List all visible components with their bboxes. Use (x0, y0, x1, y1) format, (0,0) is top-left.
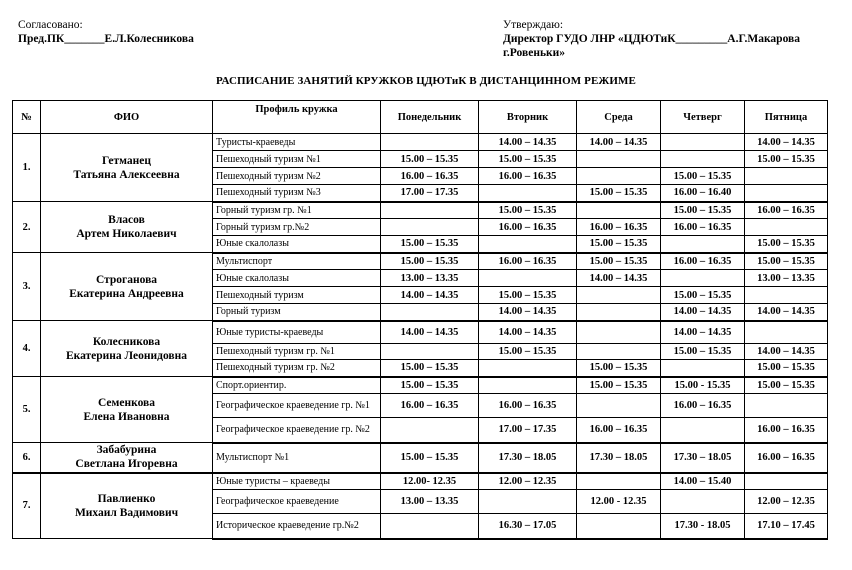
club-profile: Горный туризм гр. №1 (213, 202, 381, 219)
time-slot-fri: 16.00 – 16.35 (745, 202, 828, 219)
teacher-number: 4. (13, 321, 41, 377)
club-profile: Географическое краеведение (213, 490, 381, 514)
time-slot-mon: 15.00 – 15.35 (381, 236, 479, 253)
time-slot-fri: 16.00 – 16.35 (745, 418, 828, 443)
club-profile: Пешеходный туризм №2 (213, 168, 381, 185)
teacher-name (41, 202, 213, 253)
time-slot-thu: 14.00 – 15.40 (661, 473, 745, 490)
col-monday: Понедельник (381, 101, 479, 134)
time-slot-wed: 15.00 – 15.35 (577, 185, 661, 202)
confirm-organization: г.Ровеньки» (503, 47, 566, 59)
time-slot-tue: 14.00 – 14.35 (479, 304, 577, 321)
teacher-surname: Павлиенко (97, 492, 156, 505)
table-row (13, 321, 828, 344)
time-slot-fri: 15.00 – 15.35 (745, 151, 828, 168)
club-profile: Юные скалолазы (213, 270, 381, 287)
time-slot-fri: 17.10 – 17.45 (745, 514, 828, 539)
time-slot-mon: 16.00 – 16.35 (381, 168, 479, 185)
time-slot-tue: 14.00 – 14.35 (479, 134, 577, 151)
table-row (13, 202, 828, 219)
time-slot-thu: 16.00 – 16.35 (661, 394, 745, 418)
time-slot-mon (381, 514, 479, 539)
time-slot-mon: 15.00 – 15.35 (381, 360, 479, 377)
time-slot-wed (577, 151, 661, 168)
time-slot-mon: 12.00- 12.35 (381, 473, 479, 490)
time-slot-tue: 17.30 – 18.05 (479, 443, 577, 473)
teacher-name (41, 443, 213, 473)
time-slot-mon: 15.00 – 15.35 (381, 377, 479, 394)
club-profile: Пешеходный туризм №3 (213, 185, 381, 202)
table-row (13, 473, 828, 490)
time-slot-fri: 15.00 – 15.35 (745, 360, 828, 377)
time-slot-tue: 15.00 – 15.35 (479, 287, 577, 304)
club-profile: Горный туризм гр.№2 (213, 219, 381, 236)
page-title: РАСПИСАНИЕ ЗАНЯТИЙ КРУЖКОВ ЦДЮТиК В ДИСТАНЦИННОМ РЕЖИМЕ (216, 75, 636, 87)
time-slot-mon: 16.00 – 16.35 (381, 394, 479, 418)
col-fio: ФИО (41, 101, 213, 134)
time-slot-wed (577, 514, 661, 539)
time-slot-wed: 15.00 – 15.35 (577, 236, 661, 253)
time-slot-tue: 16.00 – 16.35 (479, 394, 577, 418)
time-slot-fri: 14.00 – 14.35 (745, 344, 828, 360)
time-slot-fri: 12.00 – 12.35 (745, 490, 828, 514)
time-slot-fri (745, 168, 828, 185)
time-slot-tue: 16.30 – 17.05 (479, 514, 577, 539)
time-slot-fri (745, 473, 828, 490)
time-slot-wed (577, 473, 661, 490)
time-slot-wed: 15.00 – 15.35 (577, 360, 661, 377)
col-num: № (13, 101, 41, 134)
teacher-number: 1. (13, 134, 41, 202)
time-slot-thu: 17.30 – 18.05 (661, 443, 745, 473)
table-row (13, 253, 828, 270)
col-wednesday: Среда (577, 101, 661, 134)
time-slot-thu (661, 151, 745, 168)
table-row (13, 443, 828, 473)
time-slot-wed: 17.30 – 18.05 (577, 443, 661, 473)
time-slot-mon (381, 344, 479, 360)
teacher-number: 5. (13, 377, 41, 443)
club-profile: Туристы-краеведы (213, 134, 381, 151)
time-slot-mon: 15.00 – 15.35 (381, 151, 479, 168)
time-slot-tue: 15.00 – 15.35 (479, 202, 577, 219)
time-slot-tue: 15.00 – 15.35 (479, 344, 577, 360)
teacher-number: 3. (13, 253, 41, 321)
time-slot-mon (381, 219, 479, 236)
time-slot-wed: 16.00 – 16.35 (577, 219, 661, 236)
teacher-given-names: Елена Ивановна (83, 410, 170, 423)
club-profile: Горный туризм (213, 304, 381, 321)
time-slot-mon: 17.00 – 17.35 (381, 185, 479, 202)
time-slot-fri: 14.00 – 14.35 (745, 304, 828, 321)
time-slot-thu: 15.00 – 15.35 (661, 344, 745, 360)
time-slot-thu: 15.00 - 15.35 (661, 377, 745, 394)
time-slot-thu (661, 490, 745, 514)
club-profile: Географическое краеведение гр. №2 (213, 418, 381, 443)
schedule-table (12, 100, 828, 540)
teacher-given-names: Артем Николаевич (76, 228, 177, 240)
teacher-name (41, 253, 213, 321)
time-slot-wed (577, 168, 661, 185)
table-row (13, 134, 828, 151)
teacher-number: 7. (13, 473, 41, 539)
time-slot-wed (577, 321, 661, 344)
teacher-name (41, 473, 213, 539)
col-tuesday: Вторник (479, 101, 577, 134)
time-slot-fri (745, 185, 828, 202)
approval-label: Согласовано: (18, 19, 83, 31)
time-slot-thu (661, 360, 745, 377)
teacher-surname: Власов (108, 214, 145, 226)
time-slot-thu: 14.00 – 14.35 (661, 321, 745, 344)
time-slot-tue (479, 377, 577, 394)
club-profile: Юные туристы – краеведы (213, 473, 381, 490)
teacher-surname: Колесникова (92, 335, 161, 348)
time-slot-fri (745, 219, 828, 236)
time-slot-tue (479, 360, 577, 377)
club-profile: Мультиспорт (213, 253, 381, 270)
club-profile: Мультиспорт №1 (213, 443, 381, 473)
time-slot-wed: 16.00 – 16.35 (577, 418, 661, 443)
time-slot-tue: 12.00 – 12.35 (479, 473, 577, 490)
club-profile: Пешеходный туризм гр. №2 (213, 360, 381, 377)
time-slot-tue: 15.00 – 15.35 (479, 151, 577, 168)
approval-signature: Пред.ПК_______Е.Л.Колесникова (18, 33, 194, 45)
time-slot-fri: 15.00 – 15.35 (745, 236, 828, 253)
time-slot-fri: 14.00 – 14.35 (745, 134, 828, 151)
time-slot-thu: 16.00 – 16.40 (661, 185, 745, 202)
time-slot-thu: 16.00 – 16.35 (661, 219, 745, 236)
teacher-surname: Забабурина (96, 444, 157, 457)
time-slot-wed: 14.00 – 14.35 (577, 270, 661, 287)
teacher-given-names: Татьяна Алексеевна (73, 168, 180, 181)
time-slot-wed: 15.00 – 15.35 (577, 253, 661, 270)
time-slot-tue: 14.00 – 14.35 (479, 321, 577, 344)
teacher-given-names: Екатерина Андреевна (69, 287, 184, 300)
time-slot-fri: 16.00 – 16.35 (745, 443, 828, 473)
teacher-name (41, 377, 213, 443)
time-slot-thu: 15.00 – 15.35 (661, 168, 745, 185)
time-slot-wed (577, 202, 661, 219)
time-slot-mon: 15.00 – 15.35 (381, 443, 479, 473)
club-profile: Юные скалолазы (213, 236, 381, 253)
teacher-name (41, 321, 213, 377)
time-slot-fri: 13.00 – 13.35 (745, 270, 828, 287)
time-slot-mon (381, 134, 479, 151)
confirm-signature: Директор ГУДО ЛНР «ЦДЮТиК_________А.Г.Макарова (503, 33, 800, 45)
time-slot-thu (661, 236, 745, 253)
time-slot-tue (479, 270, 577, 287)
time-slot-tue: 17.00 – 17.35 (479, 418, 577, 443)
club-profile: Спорт.ориентир. (213, 377, 381, 394)
club-profile: Пешеходный туризм гр. №1 (213, 344, 381, 360)
table-header-row (13, 101, 828, 134)
time-slot-wed (577, 287, 661, 304)
table-row (13, 377, 828, 394)
confirm-label: Утверждаю: (503, 19, 564, 31)
col-profile: Профиль кружка (213, 101, 381, 134)
time-slot-wed (577, 344, 661, 360)
time-slot-thu (661, 418, 745, 443)
time-slot-mon: 13.00 – 13.35 (381, 270, 479, 287)
time-slot-tue (479, 236, 577, 253)
time-slot-thu: 15.00 – 15.35 (661, 202, 745, 219)
time-slot-wed (577, 304, 661, 321)
teacher-surname: Строганова (95, 273, 158, 286)
club-profile: Пешеходный туризм (213, 287, 381, 304)
time-slot-mon (381, 304, 479, 321)
time-slot-mon (381, 418, 479, 443)
time-slot-tue (479, 490, 577, 514)
col-friday: Пятница (745, 101, 828, 134)
time-slot-thu (661, 270, 745, 287)
time-slot-thu: 15.00 – 15.35 (661, 287, 745, 304)
time-slot-fri: 15.00 – 15.35 (745, 253, 828, 270)
time-slot-mon (381, 202, 479, 219)
club-profile: Пешеходный туризм №1 (213, 151, 381, 168)
teacher-given-names: Михаил Вадимович (74, 506, 179, 519)
teacher-given-names: Екатерина Леонидовна (65, 349, 188, 362)
time-slot-wed: 15.00 – 15.35 (577, 377, 661, 394)
col-thursday: Четверг (661, 101, 745, 134)
club-profile: Юные туристы-краеведы (213, 321, 381, 344)
teacher-surname: Гетманец (101, 154, 152, 167)
teacher-number: 2. (13, 202, 41, 253)
time-slot-tue: 16.00 – 16.35 (479, 219, 577, 236)
time-slot-mon: 14.00 – 14.35 (381, 287, 479, 304)
time-slot-wed: 12.00 - 12.35 (577, 490, 661, 514)
time-slot-thu (661, 134, 745, 151)
time-slot-mon: 14.00 – 14.35 (381, 321, 479, 344)
time-slot-tue: 16.00 – 16.35 (479, 253, 577, 270)
time-slot-mon: 13.00 – 13.35 (381, 490, 479, 514)
teacher-surname: Семенкова (97, 396, 155, 409)
teacher-name (41, 134, 213, 202)
time-slot-fri: 15.00 – 15.35 (745, 377, 828, 394)
time-slot-thu: 17.30 - 18.05 (661, 514, 745, 539)
time-slot-fri (745, 321, 828, 344)
time-slot-thu: 16.00 – 16.35 (661, 253, 745, 270)
time-slot-fri (745, 287, 828, 304)
time-slot-thu: 14.00 – 14.35 (661, 304, 745, 321)
teacher-given-names: Светлана Игоревна (75, 458, 178, 471)
club-profile: Историческое краеведение гр.№2 (213, 514, 381, 539)
time-slot-mon: 15.00 – 15.35 (381, 253, 479, 270)
time-slot-wed: 14.00 – 14.35 (577, 134, 661, 151)
time-slot-tue (479, 185, 577, 202)
club-profile: Географическое краеведение гр. №1 (213, 394, 381, 418)
time-slot-fri (745, 394, 828, 418)
teacher-number: 6. (13, 443, 41, 473)
time-slot-tue: 16.00 – 16.35 (479, 168, 577, 185)
time-slot-wed (577, 394, 661, 418)
